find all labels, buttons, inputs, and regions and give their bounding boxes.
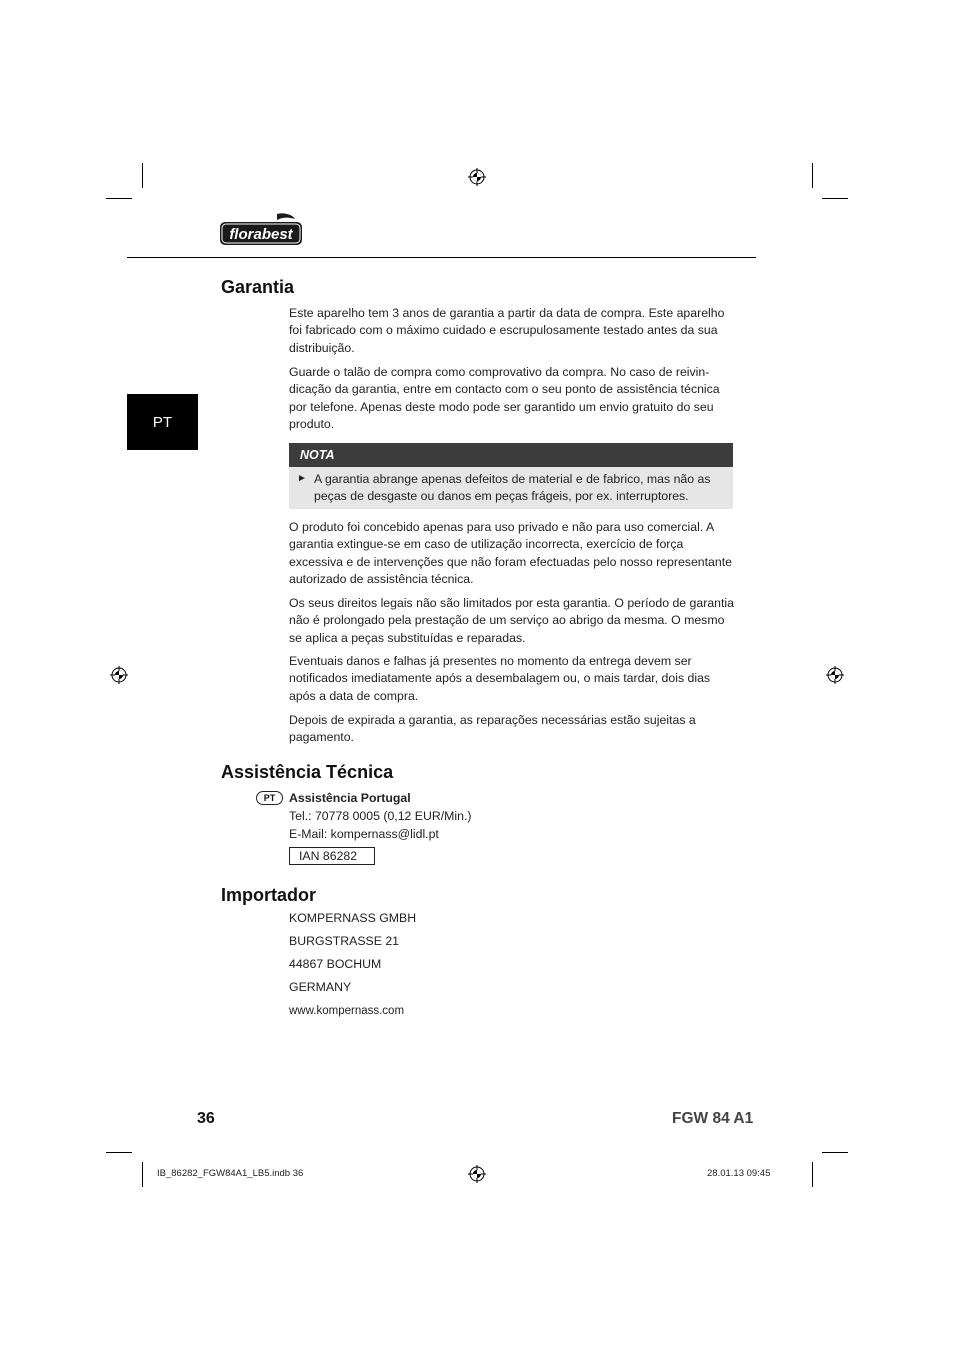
- paragraph: Este aparelho tem 3 anos de garantia a partir da data de compra. Este aparelho foi fabricado com o máximo cuidado e escrupulosamente testado antes da sua distribuição.: [289, 306, 725, 355]
- service-email: E-Mail: kompernass@lidl.pt: [289, 827, 439, 841]
- logo-text: florabest: [229, 226, 293, 243]
- address-line: 44867 BOCHUM: [289, 957, 382, 971]
- crop-mark: [106, 198, 132, 199]
- service-tel: Tel.: 70778 0005 (0,12 EUR/Min.): [289, 809, 472, 823]
- section-title-assistencia: Assistência Técnica: [221, 762, 394, 782]
- print-date-info: 28.01.13 09:45: [707, 1168, 771, 1179]
- address-line: BURGSTRASSE 21: [289, 934, 400, 948]
- paragraph: Eventuais danos e falhas já presentes no momento da entrega devem ser notificados imediatamente após a desembalagem ou, o mais tardar, dois dias após a data de compra.: [289, 654, 711, 703]
- florabest-logo: [219, 212, 303, 248]
- crop-mark: [822, 1152, 848, 1153]
- website-link[interactable]: www.kompernass.com: [289, 1005, 405, 1017]
- service-name: Assistência Portugal: [289, 791, 411, 805]
- crop-mark: [822, 198, 848, 199]
- language-tab: PT: [127, 394, 198, 450]
- paragraph: O produto foi concebido apenas para uso privado e não para uso comercial. A garantia extingue-se em caso de utilização incorrecta, exercício de força excessiva e de intervenções que não foram efectuadas pelo nosso representante autorizado de assistência técnica.: [289, 520, 732, 586]
- crop-mark: [106, 1152, 132, 1153]
- model-number: FGW 84 A1: [672, 1110, 754, 1127]
- page-number: 36: [197, 1110, 215, 1127]
- print-file-info: IB_86282_FGW84A1_LB5.indb 36: [157, 1168, 304, 1179]
- section-title-garantia: Garantia: [221, 277, 295, 297]
- address-line: GERMANY: [289, 980, 352, 994]
- bullet-arrow-icon: ►: [297, 473, 307, 484]
- note-header: NOTA: [289, 443, 733, 467]
- crop-mark: [812, 1162, 813, 1187]
- paragraph: Depois de expirada a garantia, as reparações necessárias estão sujeitas a pagamento.: [289, 713, 696, 745]
- crop-mark: [142, 163, 143, 188]
- paragraph: Guarde o talão de compra como comprovativo da compra. No caso de reivin-dicação da garantia, entre em contacto com o seu ponto de assistência técnica por telefone. Apenas deste modo pode ser garantido um envio gratuito do seu produto.: [289, 365, 720, 431]
- section-title-importador: Importador: [221, 885, 317, 905]
- paragraph: Os seus direitos legais não são limitados por esta garantia. O período de garantia não é prolongado pela prestação de um serviço ao abrigo da mesma. O mesmo se aplica a peças substituídas e reparadas.: [289, 596, 734, 645]
- registration-mark-icon: [468, 168, 486, 186]
- address-line: KOMPERNASS GMBH: [289, 911, 417, 925]
- note-box: [289, 467, 733, 509]
- country-badge: PT: [256, 791, 283, 805]
- crop-mark: [142, 1162, 143, 1187]
- note-text: A garantia abrange apenas defeitos de material e de fabrico, mas não as peças de desgaste ou danos em peças frágeis, por ex. interruptores.: [314, 472, 711, 504]
- registration-mark-icon: [110, 666, 128, 684]
- header-rule: [127, 257, 756, 258]
- registration-mark-icon: [468, 1165, 486, 1183]
- registration-mark-icon: [826, 666, 844, 684]
- crop-mark: [812, 163, 813, 188]
- ian-box: IAN 86282: [289, 847, 375, 865]
